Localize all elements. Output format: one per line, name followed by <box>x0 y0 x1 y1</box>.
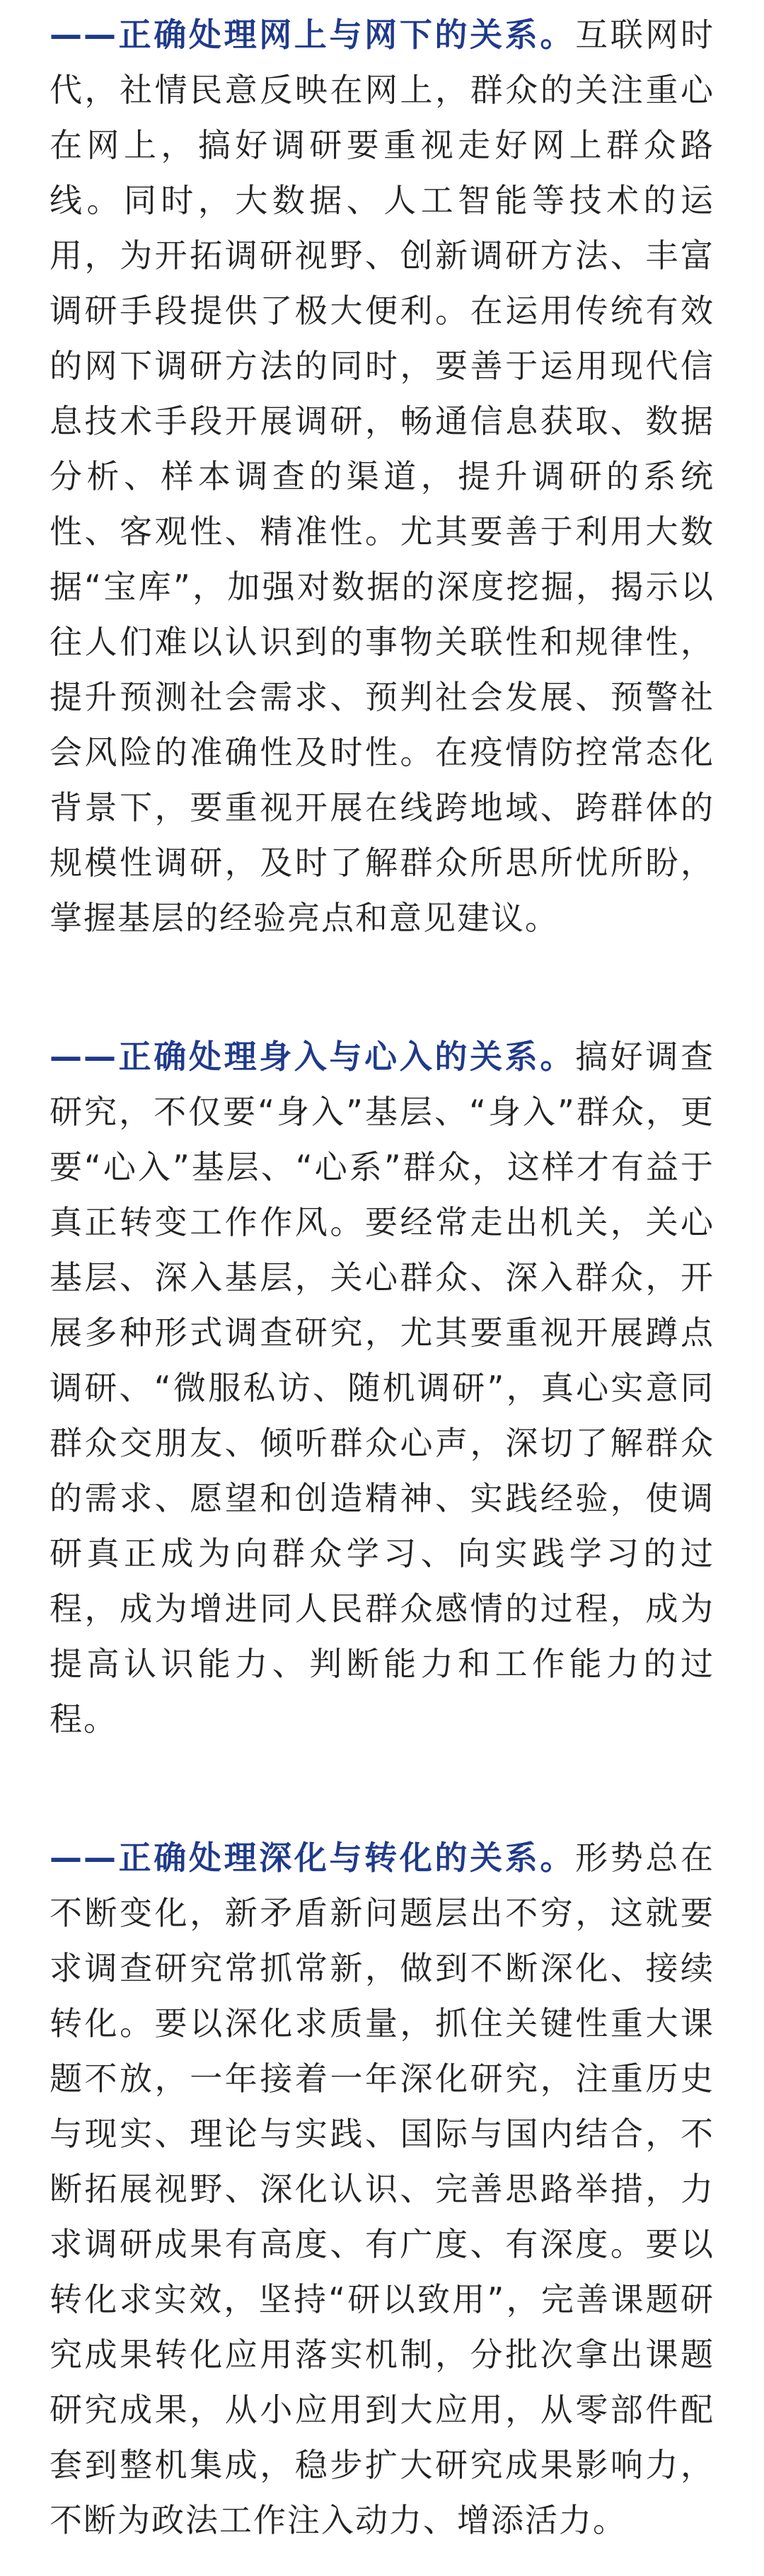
section-body: 搞好调查研究，不仅要“身入”基层、“身入”群众，更要“心入”基层、“心系”群众，这样才有益于真正转变工作作风。要经常走出机关，关心基层、深入基层，关心群众、深入群众，开展多种形式调查研究，尤其要重视开展蹲点调研、“微服私访、随机调研”，真心实意同群众交朋友、倾听群众心声，深切了解群众的需求、愿望和创造精神、实践经验，使调研真正成为向群众学习、向实践学习的过程，成为增进同人民群众感情的过程，成为提高认识能力、判断能力和工作能力的过程。 <box>50 1037 715 1738</box>
paragraph-deepen-transform <box>50 1830 714 2548</box>
section-body: 互联网时代，社情民意反映在网上，群众的关注重心在网上，搞好调研要重视走好网上群众路线。同时，大数据、人工智能等技术的运用，为开拓调研视野、创新调研方法、丰富调研手段提供了极大便利。在运用传统有效的网下调研方法的同时，要善于运用现代信息技术手段开展调研，畅通信息获取、数据分析、样本调查的渠道，提升调研的系统性、客观性、精准性。尤其要善于利用大数据“宝库”，加强对数据的深度挖掘，揭示以往人们难以认识到的事物关联性和规律性，提升预测社会需求、预判社会发展、预警社会风险的准确性及时性。在疫情防控常态化背景下，要重视开展在线跨地域、跨群体的规模性调研，及时了解群众所思所忧所盼，掌握基层的经验亮点和意见建议。 <box>50 16 715 937</box>
section-heading: ——正确处理网上与网下的关系。 <box>50 16 576 54</box>
paragraph-body-mind <box>50 1029 714 1747</box>
section-heading: ——正确处理深化与转化的关系。 <box>50 1839 576 1877</box>
section-heading: ——正确处理身入与心入的关系。 <box>50 1037 576 1076</box>
paragraph-online-offline <box>50 7 714 945</box>
article-body <box>50 7 714 2548</box>
section-body: 形势总在不断变化，新矛盾新问题层出不穷，这就要求调查研究常抓常新，做到不断深化、接续转化。要以深化求质量，抓住关键性重大课题不放，一年接着一年深化研究，注重历史与现实、理论与实践、国际与国内结合，不断拓展视野、深化认识、完善思路举措，力求调研成果有高度、有广度、有深度。要以转化求实效，坚持“研以致用”，完善课题研究成果转化应用落实机制，分批次拿出课题研究成果，从小应用到大应用，从零部件配套到整机集成，稳步扩大研究成果影响力，不断为政法工作注入动力、增添活力。 <box>50 1839 715 2539</box>
